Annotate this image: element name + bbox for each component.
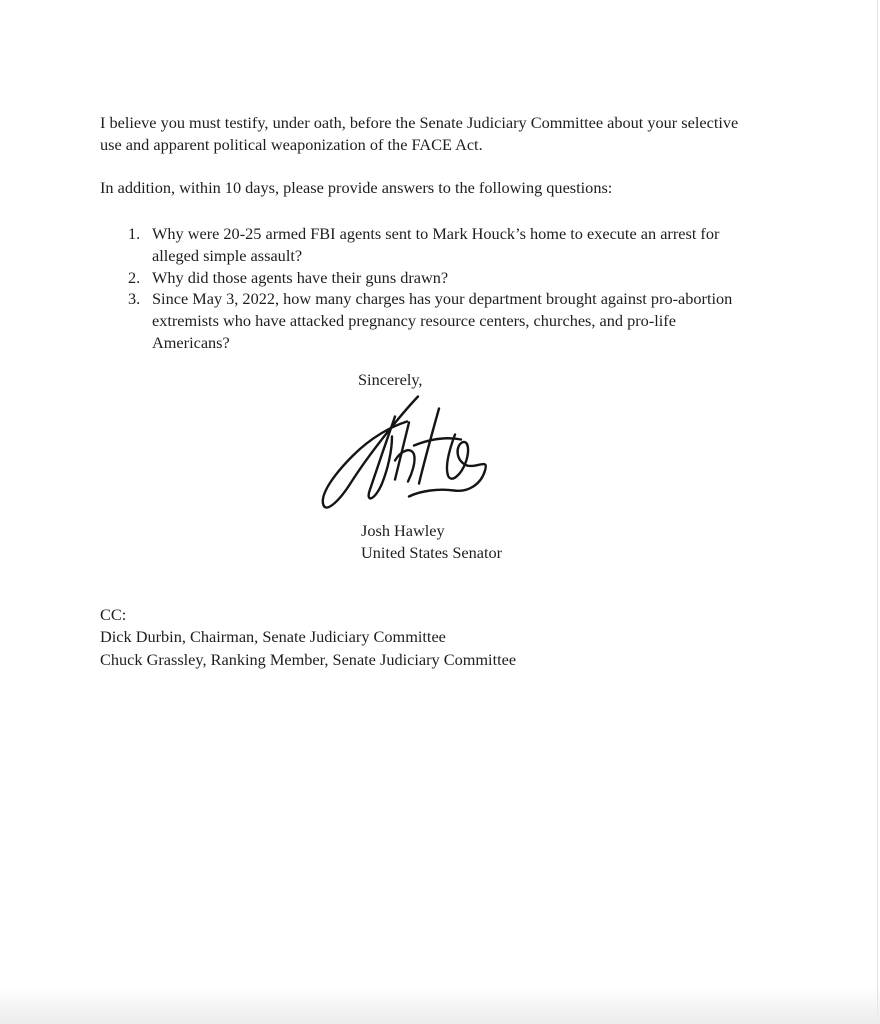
cc-recipient: Chuck Grassley, Ranking Member, Senate Judiciary Committee <box>100 649 517 669</box>
question-number: 1. <box>128 224 141 243</box>
question-text-line: Since May 3, 2022, how many charges has your department brought against pro-abortion <box>152 289 733 309</box>
cc-label: CC: <box>100 605 127 624</box>
question-list <box>128 223 732 354</box>
signature-strokes <box>315 390 505 516</box>
question-text-line: Why did those agents have their guns drawn? <box>152 267 449 287</box>
question-number: 2. <box>128 267 141 287</box>
cc-recipient: Dick Durbin, Chairman, Senate Judiciary Committee <box>100 627 446 647</box>
question-text-line: Americans? <box>152 332 230 352</box>
question-item-2 <box>128 267 732 289</box>
page-bottom-fade <box>0 986 880 1024</box>
question-text-line: Why were 20-25 armed FBI agents sent to Mark Houck’s home to execute an arrest for <box>152 224 720 243</box>
question-number: 3. <box>128 289 141 309</box>
question-item-1 <box>128 223 732 267</box>
paragraph-testify-line: I believe you must testify, under oath, before the Senate Judiciary Committee about your selective <box>100 113 739 132</box>
paragraph-testify-line: use and apparent political weaponization of the FACE Act. <box>100 134 483 154</box>
paragraph-request-line: In addition, within 10 days, please provide answers to the following questions: <box>100 178 613 197</box>
paragraph-testify <box>100 112 738 156</box>
question-item-3 <box>128 288 732 353</box>
signer-title: United States Senator <box>361 543 503 562</box>
page-right-edge-line <box>877 0 878 1024</box>
question-text-line: alleged simple assault? <box>152 245 303 265</box>
cc-block <box>100 604 516 671</box>
signer-name: Josh Hawley <box>361 521 445 540</box>
valediction: Sincerely, <box>358 370 423 389</box>
josh-hawley-signature <box>315 390 505 516</box>
question-text-line: extremists who have attacked pregnancy resource centers, churches, and pro-life <box>152 311 676 331</box>
paragraph-request <box>100 177 612 199</box>
